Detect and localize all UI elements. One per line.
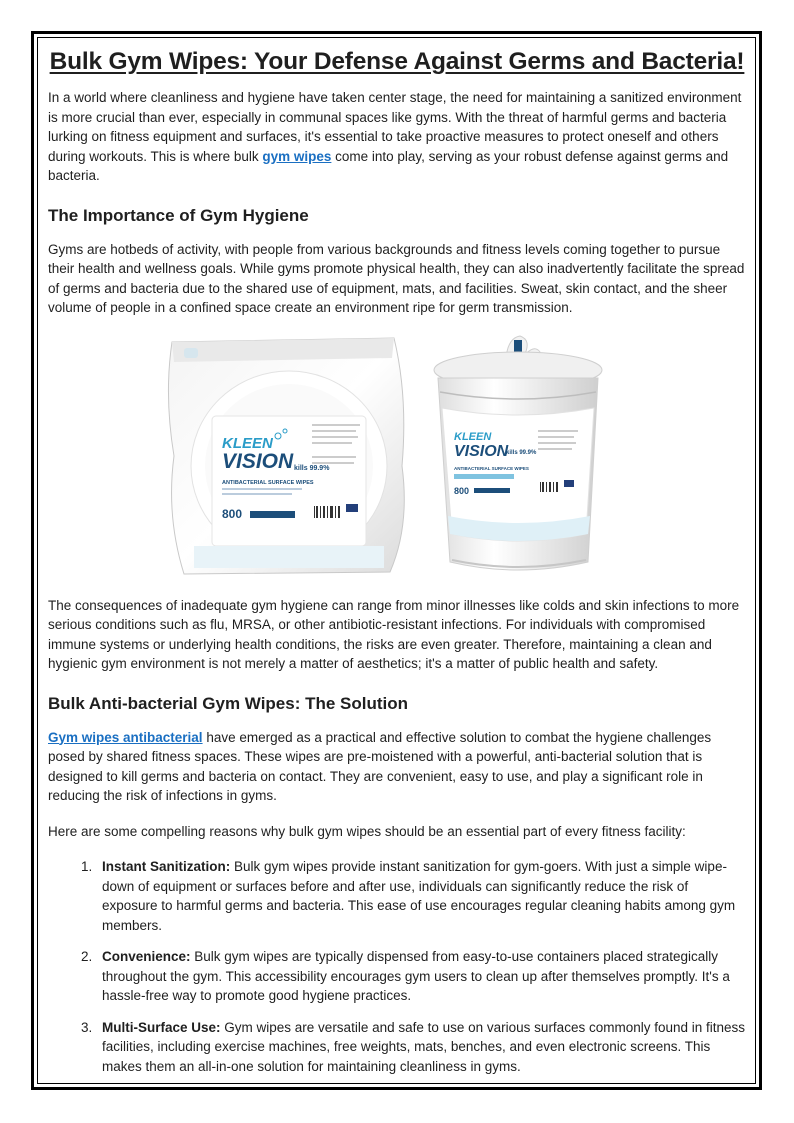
bucket-brand-bottom: VISION	[454, 442, 509, 460]
bag-count: 800	[222, 506, 243, 521]
gym-wipes-antibacterial-link[interactable]: Gym wipes antibacterial	[48, 729, 203, 745]
bucket-subtitle: ANTIBACTERIAL SURFACE WIPES	[454, 465, 529, 471]
article	[48, 48, 746, 1088]
bucket-brand-top: KLEEN	[454, 430, 492, 443]
bag-subtitle: ANTIBACTERIAL SURFACE WIPES	[222, 479, 314, 486]
page-title: Bulk Gym Wipes: Your Defense Against Germs and Bacteria!	[49, 48, 745, 75]
bag-brand-bottom: VISION	[222, 449, 294, 473]
solution-paragraph	[48, 728, 746, 806]
bucket-count: 800	[454, 485, 470, 496]
bag-claim: kills 99.9%	[294, 464, 330, 472]
list-item	[96, 947, 746, 1006]
reason-title: Instant Sanitization:	[102, 859, 231, 874]
reason-text: Gym wipes are versatile and safe to use on various surfaces commonly found in fitness facilities, including exercise machines, free weights, mats, benches, and even electronic screens. This makes them an all-in-one solution for maintaining cleanliness in gyms.	[102, 1019, 746, 1074]
reason-title: Convenience:	[102, 949, 191, 964]
consequences-paragraph: The consequences of inadequate gym hygiene can range from minor illnesses like colds and skin infections to more serious conditions such as flu, MRSA, or other antibiotic-resistant infections. For individuals with compromised immune systems or underlying health conditions, the risks are even greater. Therefore, maintaining a clean and hygienic gym environment is not merely a matter of aesthetics; it's a matter of public health and safety.	[48, 597, 740, 671]
reason-title: Multi-Surface Use:	[102, 1019, 221, 1035]
wipes-bucket-image	[428, 334, 608, 579]
intro-text-end: come into play, serving as your robust defense against germs and bacteria.	[48, 148, 729, 183]
bucket-claim: kills 99.9%	[506, 449, 537, 456]
bag-brand-top: KLEEN	[222, 434, 273, 452]
solution-text: have emerged as a practical and effective solution to combat the hygiene challenges posed by shared fitness spaces. These wipes are pre-moistened with a powerful, anti-bacterial solution that is designed to kill germs and bacteria on contact. They are convenient, easy to use, and play a significant role in reducing the risk of infections in gyms.	[48, 729, 712, 803]
reasons-list	[48, 857, 746, 1076]
section-heading-solution: Bulk Anti-bacterial Gym Wipes: The Solution	[48, 693, 409, 713]
list-item	[96, 1018, 746, 1077]
gym-wipes-link[interactable]: gym wipes	[262, 148, 332, 164]
reason-text: Bulk gym wipes provide instant sanitization for gym-goers. With just a simple wipe-down of equipment or surfaces before and after use, individuals can significantly reduce the risk of exposure to harmful germs and bacteria. This ease of use encourages regular cleaning habits among gym members.	[102, 859, 736, 933]
list-item	[96, 857, 746, 935]
importance-paragraph: Gyms are hotbeds of activity, with people from various backgrounds and fitness levels coming together to pursue their health and wellness goals. While gyms promote physical health, they can also inadvertently facilitate the spread of germs and bacteria due to the shared use of equipment, mats, and facilities. Sweat, skin contact, and the sheer volume of people in a confined space create an environment ripe for germ transmission.	[48, 241, 745, 315]
intro-text-start: In a world where cleanliness and hygiene have taken center stage, the need for maintaining a sanitized environment is more crucial than ever, especially in communal spaces like gyms. With the threat of harmful germs and bacteria lurking on fitness equipment and surfaces, it's essential to take proactive measures to protect oneself and others during workouts. This is where bulk	[48, 90, 742, 164]
intro-paragraph	[48, 88, 746, 186]
reasons-intro: Here are some compelling reasons why bulk gym wipes should be an essential part of every fitness facility:	[48, 823, 686, 839]
reason-text: Bulk gym wipes are typically dispensed from easy-to-use containers placed strategically throughout the gym. This accessibility encourages gym users to clean up after themselves promptly. It's a hassle-free way to promote good hygiene practices.	[102, 949, 730, 1003]
product-image-row	[48, 334, 746, 584]
wipes-bag-image	[164, 336, 414, 576]
section-heading-importance: The Importance of Gym Hygiene	[48, 205, 309, 225]
